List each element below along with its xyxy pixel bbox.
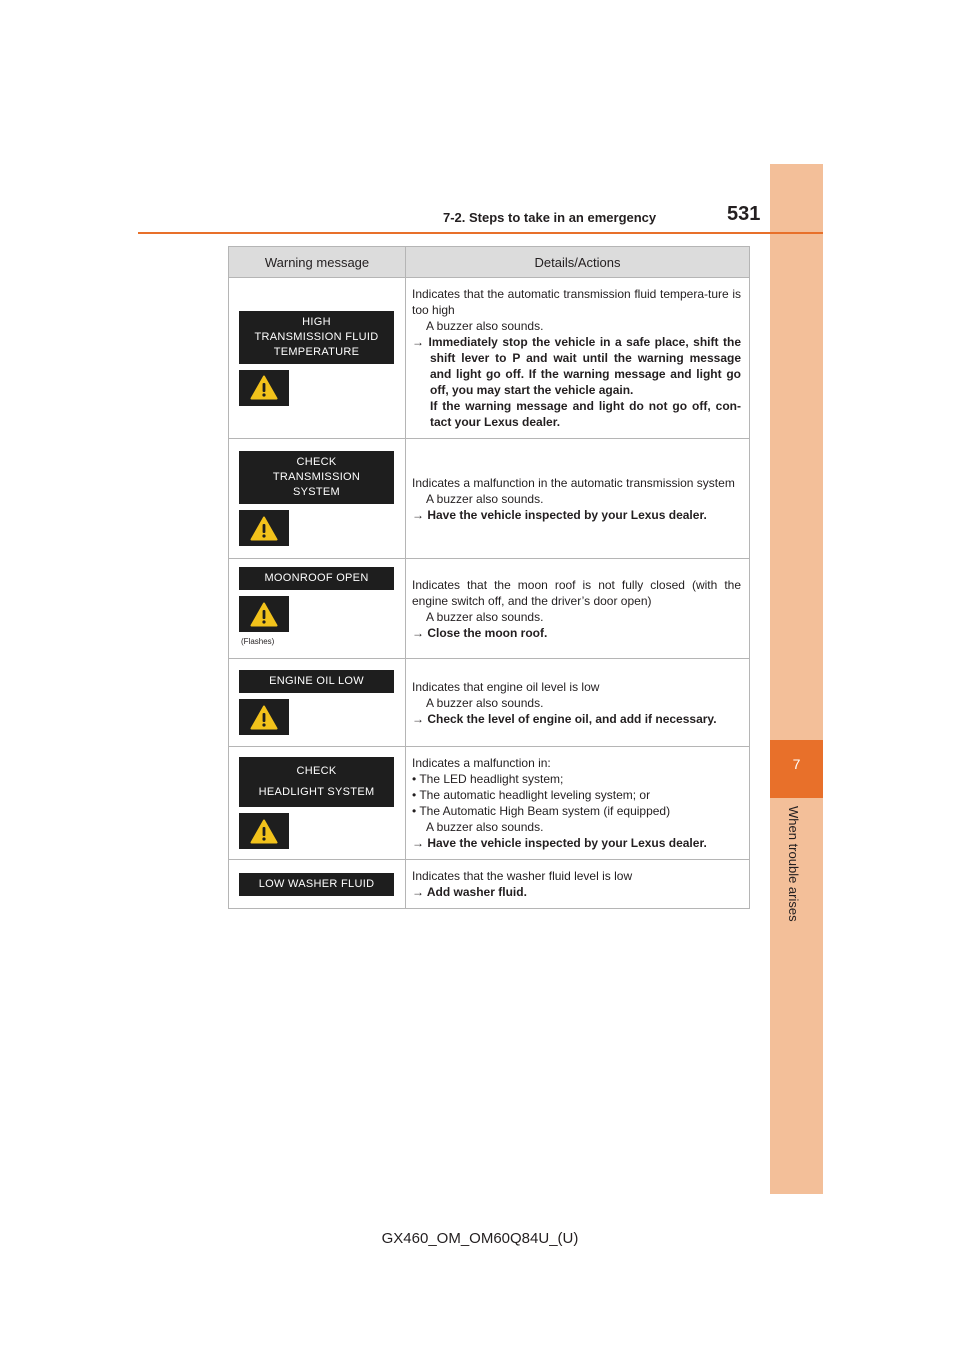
column-header-details-actions: Details/Actions (406, 247, 750, 278)
action-text: → Immediately stop the vehicle in a safe place, shift the shift lever to P and wait until the warning message and light go off. If the warning message and light go off, you may start the vehicle again. (412, 335, 741, 397)
flashes-note: (Flashes) (241, 637, 275, 646)
buzzer-text: A buzzer also sounds. (426, 820, 544, 834)
table-row (229, 559, 750, 659)
action-text: → Close the moon roof. (412, 625, 548, 640)
details-cell (406, 278, 750, 439)
page-number: 531 (727, 203, 761, 225)
description-text: Indicates that engine oil level is low (412, 679, 600, 694)
display-message: LOW WASHER FLUID (239, 873, 394, 896)
buzzer-text: A buzzer also sounds. (426, 491, 544, 506)
warning-triangle-icon (250, 705, 278, 730)
table-row (229, 659, 750, 747)
warning-image-cell (229, 439, 406, 559)
bullet-item: • The automatic headlight leveling system; or (412, 788, 651, 802)
table-row (229, 860, 750, 909)
master-warning-light (239, 813, 289, 849)
description-text: Indicates that the moon roof is not fully closed (with the engine switch off, and the driver’s door open) (412, 577, 741, 608)
display-message: CHECK HEADLIGHT SYSTEM (239, 757, 394, 807)
bullet-item: • The LED headlight system; (412, 772, 564, 786)
warning-triangle-icon (250, 602, 278, 627)
buzzer-text: A buzzer also sounds. (426, 609, 544, 624)
warning-triangle-icon (250, 819, 278, 844)
display-message: ENGINE OIL LOW (239, 670, 394, 693)
master-warning-light (239, 510, 289, 546)
details-cell (406, 439, 750, 559)
warning-image-cell (229, 860, 406, 909)
master-warning-light (239, 596, 289, 632)
display-message: HIGH TRANSMISSION FLUID TEMPERATURE (239, 311, 394, 364)
action-text: → Add washer fluid. (412, 885, 527, 899)
details-cell (406, 559, 750, 659)
description-text: Indicates that the automatic transmission fluid tempera-ture is too high (412, 287, 741, 317)
details-cell (406, 659, 750, 747)
action-text: → Have the vehicle inspected by your Lexus dealer. (412, 836, 707, 850)
table-row (229, 747, 750, 860)
warning-image-cell (229, 747, 406, 860)
warning-image-cell (229, 278, 406, 439)
warning-triangle-icon (250, 516, 278, 541)
details-cell (406, 860, 750, 909)
display-message: MOONROOF OPEN (239, 567, 394, 590)
chapter-label: When trouble arises (786, 806, 801, 922)
action-text: → Have the vehicle inspected by your Lexus dealer. (412, 507, 707, 522)
table-row (229, 278, 750, 439)
table-row (229, 439, 750, 559)
display-message: CHECK TRANSMISSION SYSTEM (239, 451, 394, 504)
warning-image-cell (229, 559, 406, 659)
action-text: → Check the level of engine oil, and add if necessary. (412, 711, 717, 726)
details-cell (406, 747, 750, 860)
description-text: Indicates a malfunction in the automatic transmission system (412, 475, 735, 490)
description-text: Indicates that the washer fluid level is low (412, 869, 633, 883)
buzzer-text: A buzzer also sounds. (426, 319, 544, 333)
chapter-number: 7 (792, 756, 801, 772)
document-code: GX460_OM_OM60Q84U_(U) (381, 1230, 579, 1247)
section-title: 7-2. Steps to take in an emergency (443, 210, 657, 225)
description-text: Indicates a malfunction in: (412, 756, 551, 770)
chapter-side-band (770, 164, 823, 1194)
column-header-warning-message: Warning message (229, 247, 406, 278)
master-warning-light (239, 699, 289, 735)
warning-message-table (228, 246, 750, 909)
table-header-row (229, 247, 750, 278)
master-warning-light (239, 370, 289, 406)
buzzer-text: A buzzer also sounds. (426, 695, 544, 710)
warning-triangle-icon (250, 375, 278, 400)
header-rule (138, 232, 823, 234)
warning-image-cell (229, 659, 406, 747)
bullet-item: • The Automatic High Beam system (if equipped) (412, 804, 671, 818)
action-text: If the warning message and light do not go off, con-tact your Lexus dealer. (430, 399, 741, 429)
